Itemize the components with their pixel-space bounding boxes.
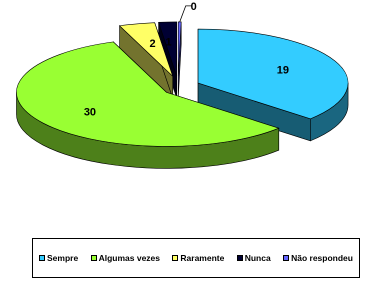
legend-item-raramente bbox=[172, 253, 224, 263]
legend-swatch-raramente bbox=[172, 255, 178, 261]
legend-label-algumas-vezes: Algumas vezes bbox=[98, 253, 160, 263]
data-label-nunca: 1 bbox=[165, 36, 172, 49]
legend bbox=[32, 238, 360, 278]
legend-item-nao-respondeu bbox=[283, 253, 353, 263]
legend-item-nunca bbox=[237, 253, 271, 263]
legend-label-nunca: Nunca bbox=[244, 253, 271, 263]
data-label-algumas-vezes: 30 bbox=[83, 106, 97, 119]
legend-item-sempre bbox=[39, 253, 78, 263]
pie-slices bbox=[16, 22, 348, 168]
pie-slice-nao-respondeu bbox=[178, 22, 181, 98]
legend-swatch-algumas-vezes bbox=[91, 255, 97, 261]
legend-label-nao-respondeu: Não respondeu bbox=[291, 253, 353, 263]
legend-label-raramente: Raramente bbox=[180, 253, 225, 263]
legend-label-sempre: Sempre bbox=[47, 253, 79, 263]
legend-swatch-sempre bbox=[39, 255, 45, 261]
legend-swatch-nunca bbox=[237, 255, 243, 261]
data-label-nao-respondeu: 0 bbox=[190, 0, 197, 13]
data-label-raramente: 2 bbox=[149, 37, 156, 50]
legend-item-algumas-vezes bbox=[91, 253, 160, 263]
legend-swatch-nao-respondeu bbox=[283, 255, 289, 261]
data-label-sempre: 19 bbox=[276, 64, 289, 77]
